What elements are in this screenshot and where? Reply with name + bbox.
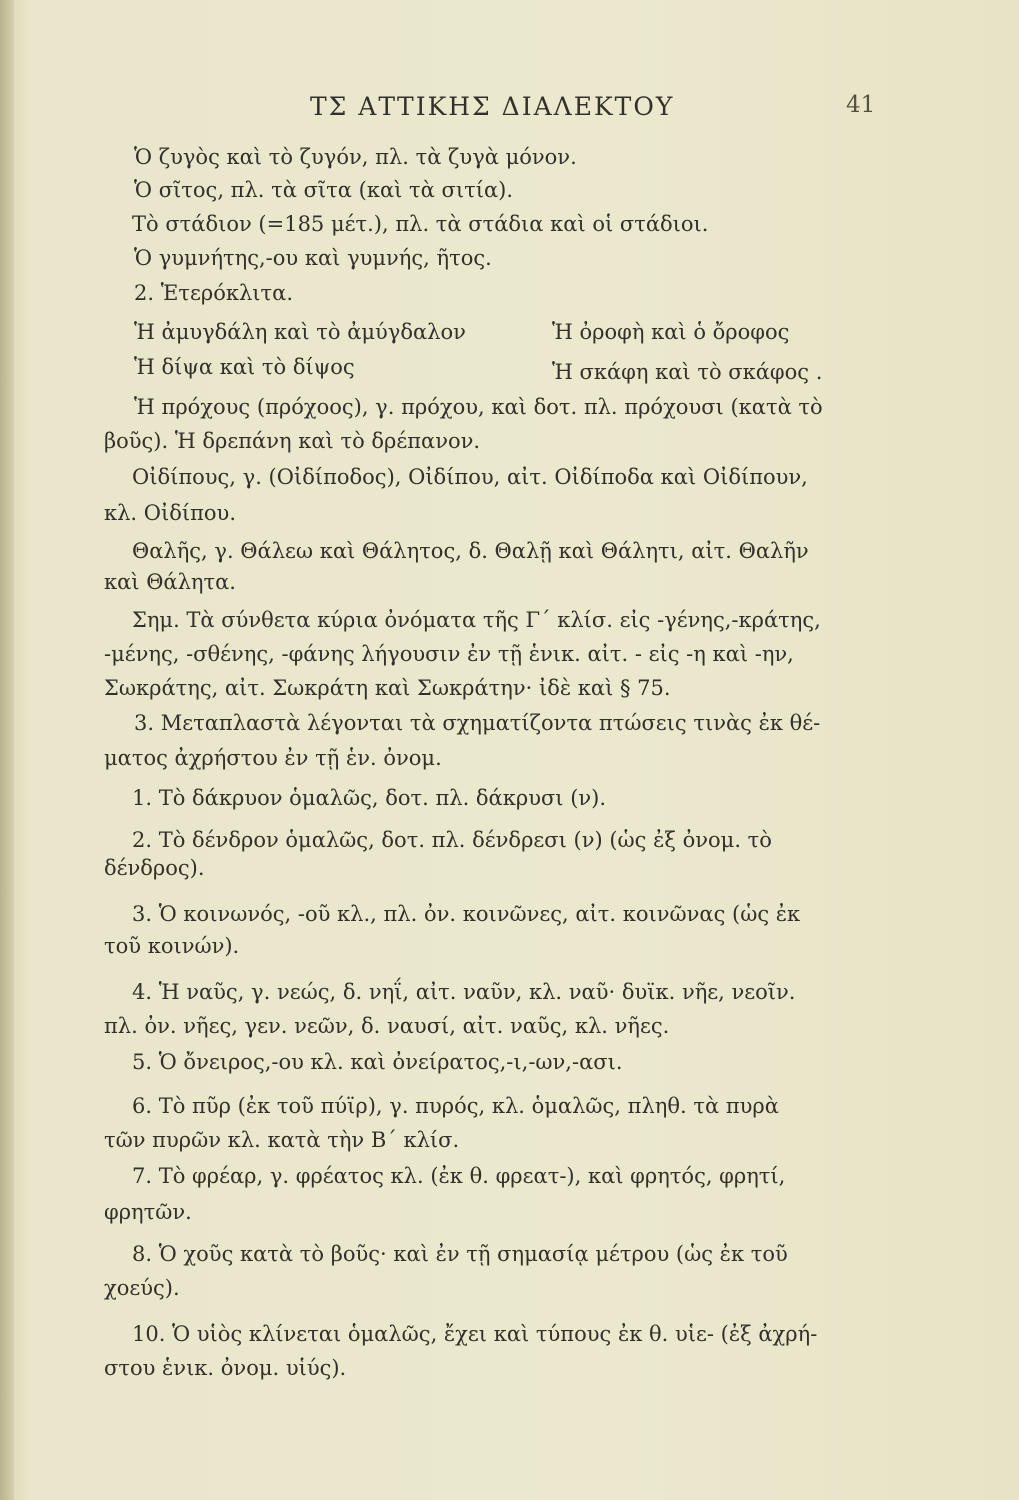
note-line: Σωκράτης, αἰτ. Σωκράτη καὶ Σωκράτην· ἰδὲ καὶ § 75. (104, 676, 671, 700)
section-heading: 2. Ἑτερόκλιτα. (134, 281, 294, 305)
list-item: 6. Τὸ πῦρ (ἐκ τοῦ πύϊρ), γ. πυρός, κλ. ὁμαλῶς, πληθ. τὰ πυρὰ (132, 1094, 779, 1118)
list-item: 1. Τὸ δάκρυον ὁμαλῶς, δοτ. πλ. δάκρυσι (ν). (132, 786, 607, 810)
text-line: Ὁ γυμνήτης,-ου καὶ γυμνής, ῆτος. (134, 246, 492, 270)
text-line: Ὁ σῖτος, πλ. τὰ σῖτα (καὶ τὰ σιτία). (134, 178, 513, 202)
page-number: 41 (846, 92, 876, 118)
text-line: Ἡ ἀμυγδάλη καὶ τὸ ἀμύγδαλον (134, 320, 466, 344)
text-line: Τὸ στάδιον (=185 μέτ.), πλ. τὰ στάδια καὶ οἱ στάδιοι. (132, 212, 709, 236)
list-item: 2. Τὸ δένδρον ὁμαλῶς, δοτ. πλ. δένδρεσι (ν) (ὡς ἐξ ὀνομ. τὸ (132, 828, 772, 852)
list-item: 8. Ὁ χοῦς κατὰ τὸ βοῦς· καὶ ἐν τῇ σημασίᾳ μέτρου (ὡς ἐκ τοῦ (132, 1242, 788, 1266)
list-item-continuation: στου ἑνικ. ὀνομ. υἱύς). (104, 1356, 347, 1380)
page-spine-edge (0, 0, 14, 1500)
list-item: 4. Ἡ ναῦς, γ. νεώς, δ. νηΐ, αἰτ. ναῦν, κλ. ναῦ· δυϊκ. νῆε, νεοῖν. (132, 980, 796, 1004)
list-item-continuation: χοεύς). (104, 1276, 180, 1300)
text-line: Ἡ δίψα καὶ τὸ δίψος (134, 355, 355, 379)
text-line: ματος ἀχρήστου ἐν τῇ ἑν. ὀνομ. (104, 746, 442, 770)
list-item-continuation: πλ. ὀν. νῆες, γεν. νεῶν, δ. ναυσί, αἰτ. ναῦς, κλ. νῆες. (104, 1014, 670, 1038)
text-line: Ἡ σκάφη καὶ τὸ σκάφος . (552, 360, 823, 384)
text-line: Ἡ ὀροφὴ καὶ ὁ ὄροφος (552, 320, 790, 344)
list-item: 7. Τὸ φρέαρ, γ. φρέατος κλ. (ἐκ θ. φρεατ-), καὶ φρητός, φρητί, (132, 1164, 786, 1188)
list-item-continuation: τοῦ κοινών). (104, 934, 240, 958)
text-line: κλ. Οἰδίπου. (104, 501, 236, 525)
list-item-continuation: δένδρος). (104, 856, 205, 880)
list-item: 10. Ὁ υἱὸς κλίνεται ὁμαλῶς, ἔχει καὶ τύπους ἐκ θ. υἱε- (ἐξ ἀχρή- (132, 1322, 818, 1346)
note-line: Σημ. Τὰ σύνθετα κύρια ὀνόματα τῆς Γ΄ κλίσ. εἰς -γένης,-κράτης, (132, 608, 821, 632)
list-item-continuation: τῶν πυρῶν κλ. κατὰ τὴν Β΄ κλίσ. (104, 1128, 460, 1152)
page-header (0, 92, 1019, 122)
text-line: καὶ Θάλητα. (104, 570, 236, 594)
list-item: 3. Ὁ κοινωνός, -οῦ κλ., πλ. ὀν. κοινῶνες, αἰτ. κοινῶνας (ὡς ἐκ (132, 902, 801, 926)
text-line: Θαλῆς, γ. Θάλεω καὶ Θάλητος, δ. Θαλῇ καὶ Θάλητι, αἰτ. Θαλῆν (132, 539, 809, 563)
text-line: 3. Μεταπλαστὰ λέγονται τὰ σχηματίζοντα πτώσεις τινὰς ἐκ θέ- (134, 711, 821, 735)
text-line: βοῦς). Ἡ δρεπάνη καὶ τὸ δρέπανον. (104, 429, 481, 453)
text-line: Ὁ ζυγὸς καὶ τὸ ζυγόν, πλ. τὰ ζυγὰ μόνον. (134, 145, 577, 169)
text-line: Οἰδίπους, γ. (Οἰδίποδος), Οἰδίπου, αἰτ. Οἰδίποδα καὶ Οἰδίπουν, (132, 465, 808, 489)
running-title: ΤΣ ΑΤΤΙΚΗΣ ΔΙΑΛΕΚΤΟΥ (310, 92, 675, 121)
text-line: Ἡ πρόχους (πρόχοος), γ. πρόχου, καὶ δοτ. πλ. πρόχουσι (κατὰ τὸ (134, 395, 823, 419)
list-item-continuation: φρητῶν. (104, 1200, 192, 1224)
note-line: -μένης, -σθένης, -φάνης λήγουσιν ἐν τῇ ἑνικ. αἰτ. - εἰς -η καὶ -ην, (104, 642, 794, 666)
list-item: 5. Ὁ ὄνειρος,-ου κλ. καὶ ὀνείρατος,-ι,-ων,-ασι. (132, 1050, 623, 1074)
